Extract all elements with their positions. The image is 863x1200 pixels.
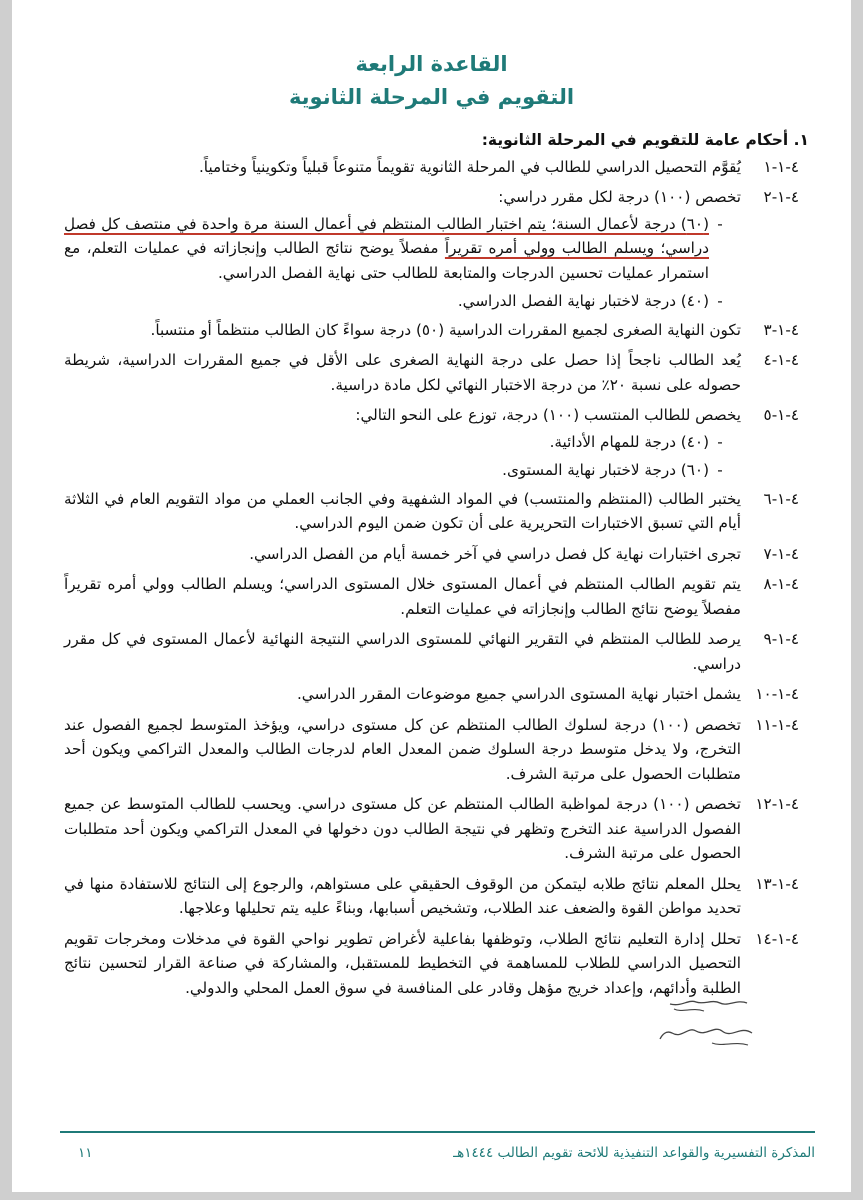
rule-text: يُقوَّم التحصيل الدراسي للطالب في المرحلة الثانوية تقويماً متنوعاً قبلياً وتكوينياً وختامياً.	[198, 157, 741, 176]
rule-item	[64, 872, 809, 921]
rule-item	[64, 403, 809, 428]
rule-number: ٤-١-٨	[763, 575, 799, 593]
rule-number: ٤-١-١٠	[755, 685, 799, 703]
rule-text: تخصص (١٠٠) درجة لكل مقرر دراسي:	[498, 188, 741, 206]
rule-number: ٤-١-١٣	[755, 874, 799, 893]
screen-frame-right	[851, 0, 863, 1200]
rule-text: يختبر الطالب (المنتظم والمنتسب) في المواد الشفهية وفي الجانب العملي من مواد التقويم العام في الثلاثة أيام التي تسبق الاختبارات التحريرية على أن تكون ضمن اليوم الدراسي.	[64, 489, 741, 532]
bullet-item	[64, 289, 809, 314]
screen-frame-left	[0, 0, 12, 1200]
rule-item	[64, 713, 809, 787]
rule-number: ٤-١-٥	[763, 406, 799, 424]
rule-text: تجرى اختبارات نهاية كل فصل دراسي في آخر خمسة أيام من الفصل الدراسي.	[249, 544, 741, 563]
rule-text: يحلل المعلم نتائج طلابه ليتمكن من الوقوف الحقيقي على مستواهم، والرجوع إلى النتائج للاستفادة منها في تحديد مواطن القوة والضعف عند الطلاب، وتشخيص أسبابها، وبناءً عليه يتم تحليلها وعلاجها.	[64, 874, 741, 917]
bullet-text: (٤٠) درجة للمهام الأدائية.	[549, 432, 709, 451]
rule-item	[64, 627, 809, 676]
bullet-dash: -	[717, 461, 723, 479]
rule-text: يرصد للطالب المنتظم في التقرير النهائي للمستوى الدراسي النتيجة النهائية لأعمال المستوى في كل مقرر دراسي.	[64, 630, 741, 673]
rule-number: ٤-١-١٤	[755, 929, 799, 948]
section-heading: ١. أحكام عامة للتقويم في المرحلة الثانوية:	[481, 131, 809, 149]
rule-item	[64, 542, 809, 567]
page-title: القاعدة الرابعة	[355, 52, 508, 76]
bullet-dash: -	[717, 292, 723, 310]
rule-number: ٤-١-٧	[763, 544, 799, 563]
bullet-dash: -	[717, 432, 723, 451]
rule-text: تكون النهاية الصغرى لجميع المقررات الدراسية (٥٠) درجة سواءً كان الطالب منتظماً أو منتسباً.	[150, 320, 741, 339]
rule-number: ٤-١-٩	[763, 630, 799, 648]
rule-number: ٤-١-١	[763, 157, 799, 176]
bullet-text	[64, 212, 709, 286]
bullet-text-rest: مفصلاً يوضح نتائج الطالب وإنجازاته في عمليات التعلم، مع استمرار عمليات تحسين الدرجات والمتابعة للطالب حتى نهاية الفصل الدراسي.	[64, 239, 709, 282]
page-subtitle: التقويم في المرحلة الثانوية	[288, 85, 575, 109]
rule-number: ٤-١-٤	[763, 351, 799, 369]
rule-item	[64, 927, 809, 1001]
footer-title: المذكرة التفسيرية والقواعد التنفيذية للائحة تقويم الطالب ١٤٤٤هـ	[453, 1145, 815, 1161]
page-number: ١١	[78, 1145, 93, 1161]
handwritten-signature	[652, 995, 762, 1065]
footer-divider	[60, 1131, 815, 1133]
document-body	[64, 128, 809, 1006]
rule-number: ٤-١-٦	[763, 489, 799, 508]
rule-item	[64, 348, 809, 397]
rule-item	[64, 682, 809, 707]
rule-item	[64, 487, 809, 536]
rule-text: تحلل إدارة التعليم نتائج الطلاب، وتوظفها بفاعلية لأغراض تطوير نواحي القوة في مدخلات ومخرجات تقويم التحصيل الدراسي للطلاب للمساهمة في التخطيط للمستقبل، والمشاركة في صناعة القرار لتحسين نتائج الطلبة وأدائهم، وإعداد خريج مؤهل وقادر على المنافسة في سوق العمل المحلي والدولي.	[64, 929, 741, 997]
rule-item	[64, 155, 809, 180]
bullet-dash: -	[717, 214, 723, 233]
rule-item	[64, 185, 809, 210]
bullet-text: (٤٠) درجة لاختبار نهاية الفصل الدراسي.	[457, 292, 709, 310]
bullet-text: (٦٠) درجة لاختبار نهاية المستوى.	[502, 461, 709, 479]
rule-text: يُعد الطالب ناجحاً إذا حصل على درجة النهاية الصغرى على الأقل في جميع المقررات الدراسية، شريطة حصوله على نسبة ٢٠٪ من درجة الاختبار النهائي لكل مادة دراسية.	[64, 351, 741, 394]
bullet-item	[64, 430, 809, 455]
rule-number: ٤-١-١١	[755, 715, 799, 734]
rule-number: ٤-١-٢	[763, 188, 799, 206]
rule-item	[64, 572, 809, 621]
highlighted-text: (٦٠) درجة لأعمال السنة؛ يتم اختبار الطالب المنتظم في أعمال السنة مرة واحدة في منتصف كل فصل دراسي؛ ويسلم الطالب وولي أمره تقريراً	[64, 214, 709, 257]
document-page	[12, 0, 851, 1192]
rule-text: يتم تقويم الطالب المنتظم في أعمال المستوى خلال المستوى الدراسي؛ ويسلم الطالب وولي أمره تقريراً مفصلاً يوضح نتائج الطالب وإنجازاته في عمليات التعلم.	[64, 575, 741, 618]
rule-text: يشمل اختبار نهاية المستوى الدراسي جميع موضوعات المقرر الدراسي.	[296, 685, 741, 703]
rule-number: ٤-١-١٢	[755, 795, 799, 813]
rule-text: تخصص (١٠٠) درجة لسلوك الطالب المنتظم عن كل مستوى دراسي، ويؤخذ المتوسط لجميع الفصول عند التخرج، ولا يدخل متوسط درجة السلوك ضمن المعدل العام لدرجات الطالب والمعدل التراكمي ويكون أحد متطلبات الحصول على مرتبة الشرف.	[64, 715, 742, 783]
rule-number: ٤-١-٣	[763, 320, 799, 339]
rule-item	[64, 792, 809, 866]
bullet-item	[64, 212, 809, 286]
rule-text: يخصص للطالب المنتسب (١٠٠) درجة، توزع على النحو التالي:	[355, 406, 741, 424]
rule-item	[64, 318, 809, 343]
rule-text: تخصص (١٠٠) درجة لمواظبة الطالب المنتظم عن كل مستوى دراسي. ويحسب للطالب المتوسط عن جميع الفصول الدراسية عند التخرج وتظهر في نتيجة الطالب دون دخولها في المعدل التراكمي ويكون أحد متطلبات الحصول على مرتبة الشرف.	[64, 795, 741, 862]
screen-frame-bottom	[0, 1192, 863, 1200]
bullet-item	[64, 458, 809, 483]
